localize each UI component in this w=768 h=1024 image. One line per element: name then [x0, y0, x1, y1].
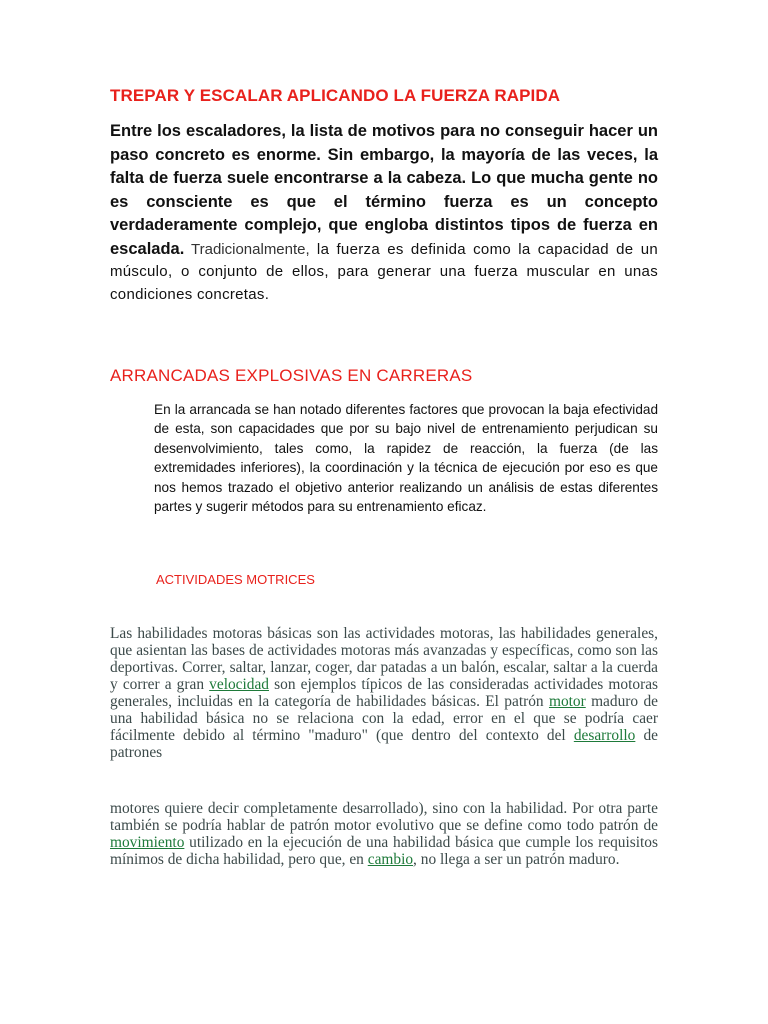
- paragraph-tail: la fuerza es definida como la capacidad de un músculo, o conjunto de ellos, para generar una fuerza muscular en unas condiciones concretas.: [110, 240, 658, 303]
- link-velocidad[interactable]: velocidad: [209, 676, 269, 693]
- link-cambio[interactable]: cambio: [367, 851, 414, 868]
- text-run: , no llega a ser un patrón maduro.: [413, 851, 620, 868]
- paragraph-lead: Entre los escaladores, la lista de motivos para no conseguir hacer un paso concreto es enorme. Sin embargo, la mayoría de las veces, la falta de fuerza suele encontrarse a la cabeza. Lo que mucha gente no es consciente es que el término fuerza es un concepto verdaderamente complejo, que engloba distintos tipos de fuerza en escalada.: [110, 122, 658, 258]
- paragraph-patron-motor: [110, 800, 658, 868]
- section-title-actividades: ACTIVIDADES MOTRICES: [156, 572, 315, 587]
- link-motor[interactable]: motor: [548, 693, 586, 710]
- link-desarrollo[interactable]: desarrollo: [573, 727, 636, 744]
- text-run: Las habilidades motoras básicas son las actividades motoras, las habilidades generales, que asientan las bases de actividades motoras más avanzadas y específicas, como son las deportivas. Correr, saltar, lanzar, coger, dar patadas a un balón, escalar, saltar a la cuerda y correr a gran: [110, 625, 658, 693]
- section-title-arrancadas: ARRANCADAS EXPLOSIVAS EN CARRERAS: [110, 366, 473, 385]
- paragraph-arrancada: En la arrancada se han notado diferentes factores que provocan la baja efectividad de esta, son capacidades que por su bajo nivel de entrenamiento perjudican su desenvolvimiento, tales como, la rapidez de reacción, la fuerza (de las extremidades inferiores), la coordinación y la técnica de ejecución por eso es que nos hemos trazado el objetivo anterior realizando un análisis de estas diferentes partes y sugerir métodos para su entrenamiento eficaz.: [154, 402, 658, 515]
- paragraph-fuerza: [110, 120, 658, 306]
- paragraph-habilidades: [110, 625, 658, 761]
- section-title-trepar: TREPAR Y ESCALAR APLICANDO LA FUERZA RAPIDA: [110, 86, 561, 105]
- text-run: motores quiere decir completamente desarrollado), sino con la habilidad. Por otra parte también se podría hablar de patrón motor evolutivo que se define como todo patrón de: [110, 800, 658, 834]
- text-run: utilizado en la ejecución de una habilidad básica que cumple los requisitos mínimos de dicha habilidad, pero que, en: [110, 834, 658, 868]
- text-run: de patrones: [110, 727, 659, 761]
- paragraph-plain: Tradicionalmente,: [184, 240, 310, 258]
- link-movimiento[interactable]: movimiento: [110, 834, 185, 851]
- text-run: maduro de una habilidad básica no se relaciona con la edad, error en el que se podría caer fácilmente debido al término "maduro" (que dentro del contexto del: [110, 693, 658, 744]
- text-run: son ejemplos típicos de las consideradas actividades motoras generales, incluidas en la categoría de habilidades básicas. El patrón: [110, 676, 659, 710]
